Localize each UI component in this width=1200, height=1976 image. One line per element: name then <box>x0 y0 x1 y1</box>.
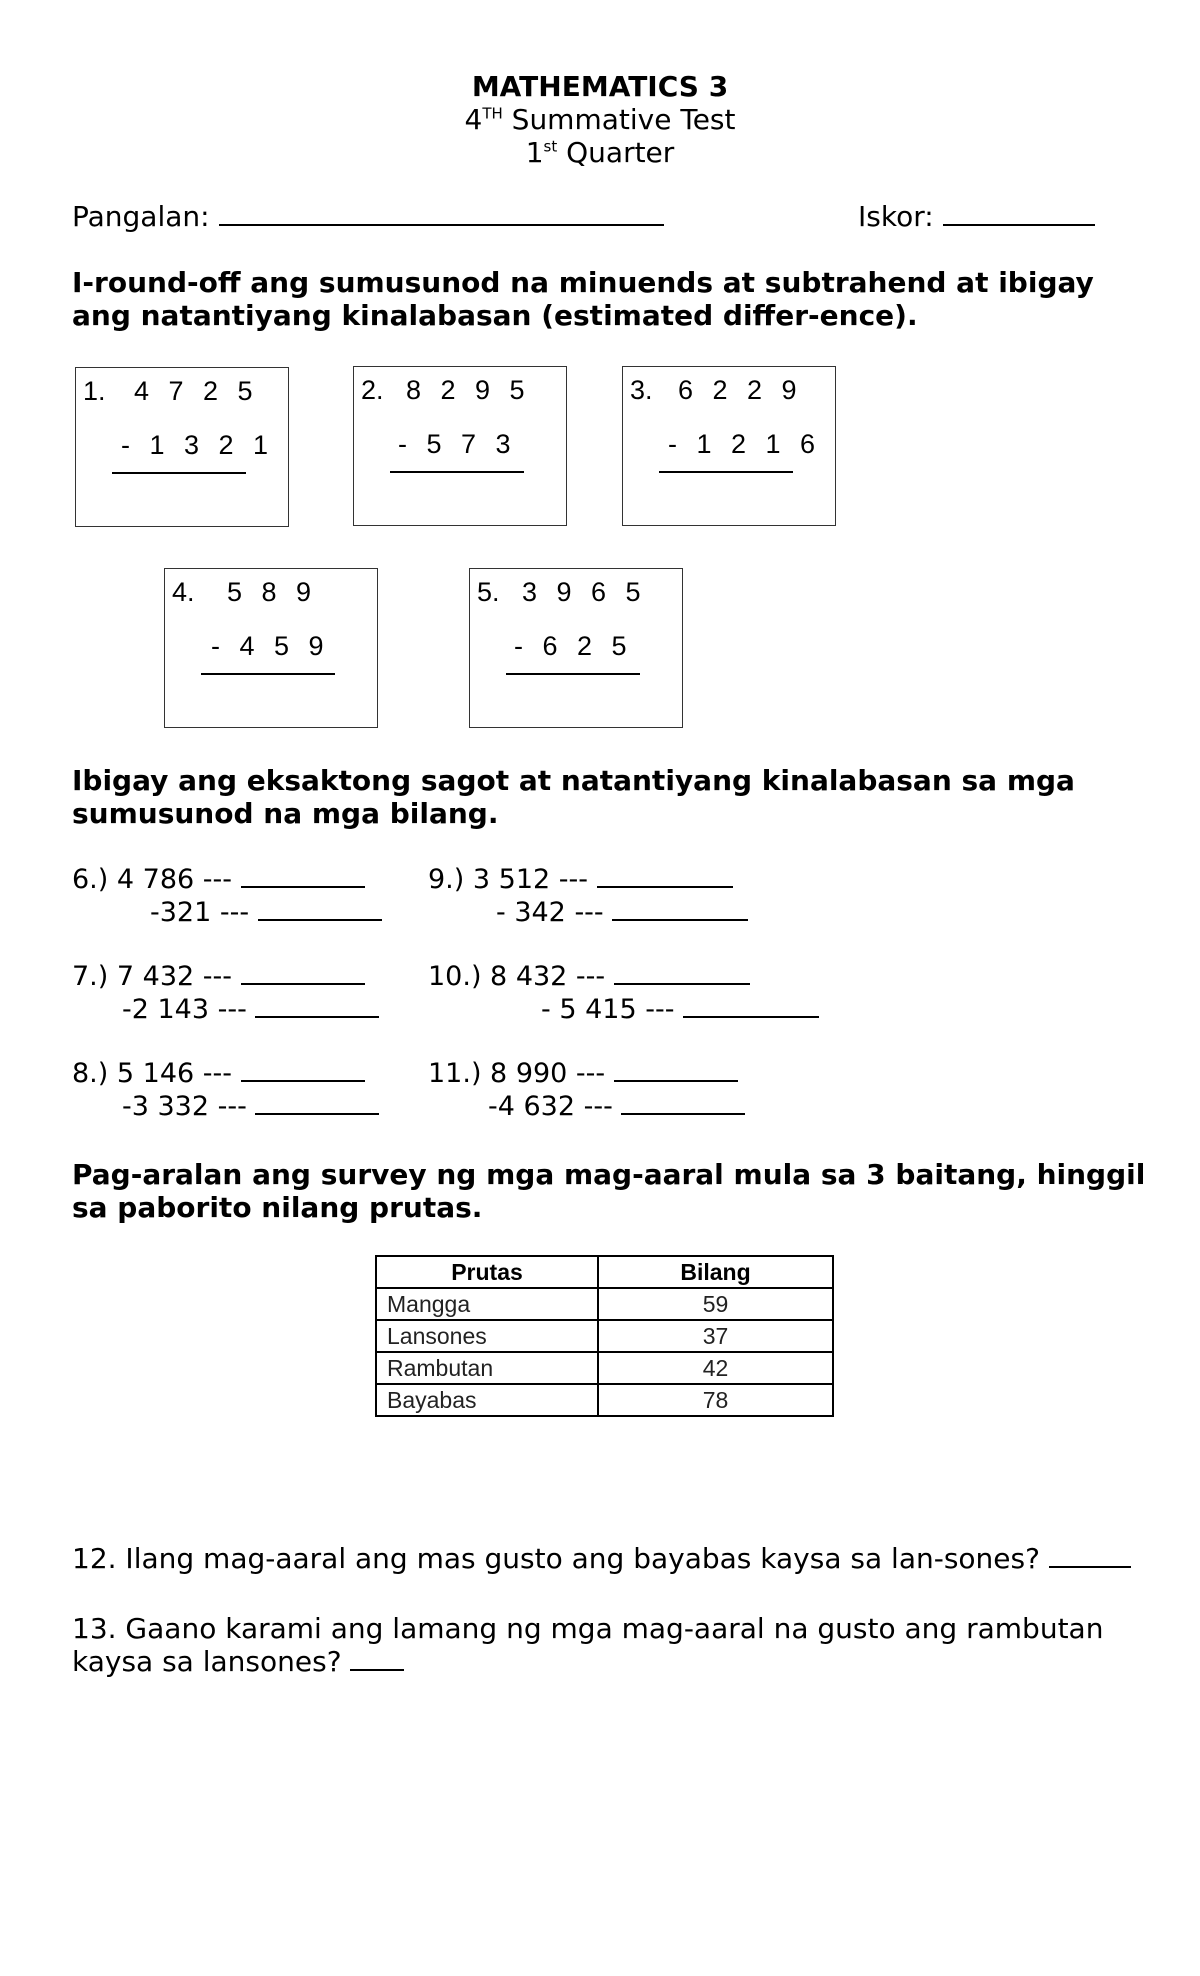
answer-blank[interactable] <box>614 959 750 985</box>
problem-8: 8.) 5 146 --- <box>72 1056 365 1089</box>
problem-9-estimate: - 342 --- <box>496 895 748 928</box>
problem-number: 5. <box>477 577 500 607</box>
answer-rule <box>390 471 524 473</box>
problem-box-5 <box>469 568 683 728</box>
problem-box-3 <box>622 366 836 526</box>
question-13-line2: kaysa sa lansones? <box>72 1645 404 1678</box>
answer-rule <box>506 673 640 675</box>
problem-box-4 <box>164 568 378 728</box>
subtrahend: - 5 7 3 <box>398 429 517 459</box>
problem-11-estimate: -4 632 --- <box>488 1089 745 1122</box>
section2-instruction-line1: Ibigay ang eksaktong sagot at natantiyang kinalabasan sa mga <box>72 764 1075 797</box>
answer-blank[interactable] <box>255 1089 379 1115</box>
answer-blank[interactable] <box>350 1645 404 1671</box>
minuend: 6 2 2 9 <box>678 375 803 405</box>
answer-blank[interactable] <box>258 895 382 921</box>
answer-blank[interactable] <box>241 1056 365 1082</box>
answer-blank[interactable] <box>241 959 365 985</box>
problem-number: 3. <box>630 375 653 405</box>
problem-7: 7.) 7 432 --- <box>72 959 365 992</box>
minuend: 8 2 9 5 <box>406 375 531 405</box>
section3-instruction-line2: sa paborito nilang prutas. <box>72 1191 483 1224</box>
fruit-cell: Rambutan <box>376 1352 598 1384</box>
answer-blank[interactable] <box>255 992 379 1018</box>
problem-number: 1. <box>83 376 106 406</box>
problem-number: 2. <box>361 375 384 405</box>
name-blank[interactable] <box>219 200 664 226</box>
score-field <box>858 200 1095 233</box>
answer-blank[interactable] <box>1049 1542 1131 1568</box>
count-cell: 59 <box>598 1288 833 1320</box>
table-header-bilang: Bilang <box>598 1256 833 1288</box>
answer-blank[interactable] <box>621 1089 745 1115</box>
minuend: 4 7 2 5 <box>134 376 259 406</box>
fruit-cell: Bayabas <box>376 1384 598 1416</box>
answer-blank[interactable] <box>241 862 365 888</box>
test-subtitle: 4TH Summative Test <box>464 103 736 136</box>
count-cell: 78 <box>598 1384 833 1416</box>
section2-instruction-line2: sumusunod na mga bilang. <box>72 797 499 830</box>
minuend: 3 9 6 5 <box>522 577 647 607</box>
table-row <box>376 1288 833 1320</box>
table-row <box>376 1320 833 1352</box>
problem-7-estimate: -2 143 --- <box>122 992 379 1025</box>
table-header-prutas: Prutas <box>376 1256 598 1288</box>
page-title: MATHEMATICS 3 <box>471 70 729 103</box>
table-row <box>376 1352 833 1384</box>
answer-blank[interactable] <box>683 992 819 1018</box>
subtrahend: - 6 2 5 <box>514 631 633 661</box>
count-cell: 37 <box>598 1320 833 1352</box>
score-blank[interactable] <box>943 200 1095 226</box>
problem-10: 10.) 8 432 --- <box>428 959 750 992</box>
fruit-cell: Mangga <box>376 1288 598 1320</box>
table-header-row <box>376 1256 833 1288</box>
minuend: 5 8 9 <box>227 577 318 607</box>
score-label: Iskor: <box>858 200 934 233</box>
answer-rule <box>201 673 335 675</box>
problem-10-estimate: - 5 415 --- <box>541 992 819 1025</box>
question-12: 12. Ilang mag-aaral ang mas gusto ang bayabas kaysa sa lan-sones? <box>72 1542 1131 1575</box>
section1-instruction-line1: I-round-off ang sumusunod na minuends at subtrahend at ibigay <box>72 266 1094 299</box>
name-label: Pangalan: <box>72 200 210 233</box>
answer-rule <box>659 471 793 473</box>
survey-table <box>375 1255 834 1417</box>
problem-6: 6.) 4 786 --- <box>72 862 365 895</box>
answer-blank[interactable] <box>597 862 733 888</box>
quarter-subtitle: 1st Quarter <box>525 136 675 169</box>
section3-instruction-line1: Pag-aralan ang survey ng mga mag-aaral mula sa 3 baitang, hinggil <box>72 1158 1146 1191</box>
question-13-line1: 13. Gaano karami ang lamang ng mga mag-aaral na gusto ang rambutan <box>72 1612 1104 1645</box>
count-cell: 42 <box>598 1352 833 1384</box>
problem-11: 11.) 8 990 --- <box>428 1056 738 1089</box>
problem-number: 4. <box>172 577 195 607</box>
table-row <box>376 1384 833 1416</box>
problem-box-1 <box>75 367 289 527</box>
problem-8-estimate: -3 332 --- <box>122 1089 379 1122</box>
problem-6-estimate: -321 --- <box>150 895 382 928</box>
problem-9: 9.) 3 512 --- <box>428 862 733 895</box>
problem-box-2 <box>353 366 567 526</box>
name-field <box>72 200 664 233</box>
section1-instruction-line2: ang natantiyang kinalabasan (estimated differ-ence). <box>72 299 918 332</box>
answer-blank[interactable] <box>614 1056 738 1082</box>
subtrahend: - 1 2 1 6 <box>668 429 822 459</box>
subtrahend: - 1 3 2 1 <box>121 430 275 460</box>
answer-rule <box>112 472 246 474</box>
fruit-cell: Lansones <box>376 1320 598 1352</box>
subtrahend: - 4 5 9 <box>211 631 330 661</box>
answer-blank[interactable] <box>612 895 748 921</box>
